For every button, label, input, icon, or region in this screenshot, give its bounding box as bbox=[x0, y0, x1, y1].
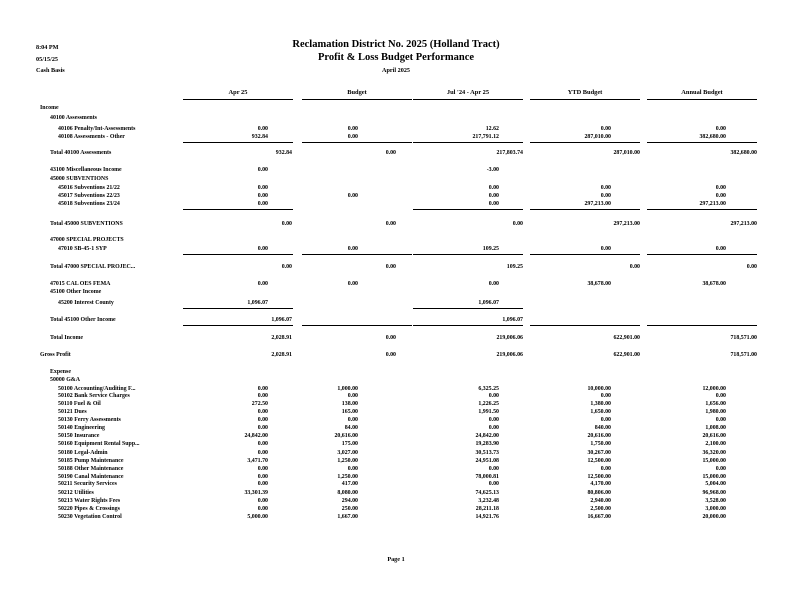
row-label: 45018 Subventions 23/24 bbox=[58, 201, 120, 207]
row-value: 1,750.00 bbox=[590, 441, 611, 447]
row-value: 1,250.00 bbox=[337, 458, 358, 464]
row-label: Total 47000 SPECIAL PROJEC... bbox=[50, 264, 136, 270]
row-value: 272.50 bbox=[251, 401, 268, 407]
row-value: 0.00 bbox=[347, 246, 358, 252]
row-value: 3,232.48 bbox=[478, 498, 499, 504]
row-value: 3,528.00 bbox=[705, 498, 726, 504]
row-label: 50190 Canal Maintenance bbox=[58, 474, 124, 480]
row-value: 1,667.00 bbox=[337, 514, 358, 520]
row-value: 2,940.00 bbox=[590, 498, 611, 504]
row-label: 47010 SB-45-1 SYP bbox=[58, 246, 107, 252]
row-value: 20,616.00 bbox=[587, 433, 611, 439]
row-value: 0.00 bbox=[257, 506, 268, 512]
row-label: 45100 Other Income bbox=[50, 289, 102, 295]
row-label: Total Income bbox=[50, 335, 83, 341]
subtotal-rule bbox=[530, 325, 640, 326]
row-value: 0.00 bbox=[257, 246, 268, 252]
report-row bbox=[0, 480, 792, 488]
row-value: 0.00 bbox=[257, 498, 268, 504]
row-value: 0.00 bbox=[385, 264, 396, 270]
row-value: 0.00 bbox=[347, 134, 358, 140]
subtotal-rule bbox=[530, 142, 640, 143]
row-label: 50100 Accounting/Auditing F... bbox=[58, 386, 136, 392]
row-value: 28,211.18 bbox=[475, 506, 499, 512]
row-value: 0.00 bbox=[257, 386, 268, 392]
report-row bbox=[0, 513, 792, 521]
subtotal-rule bbox=[183, 308, 293, 309]
row-value: 24,842.00 bbox=[244, 433, 268, 439]
report-row bbox=[0, 368, 792, 376]
row-label: 50160 Equipment Rental Supp... bbox=[58, 441, 140, 447]
row-label: 40108 Assessments - Other bbox=[58, 134, 125, 140]
row-value: 1,380.00 bbox=[590, 401, 611, 407]
report-row bbox=[0, 416, 792, 424]
report-row bbox=[0, 465, 792, 473]
row-value: 0.00 bbox=[257, 417, 268, 423]
row-value: 0.00 bbox=[488, 425, 499, 431]
row-value: 1,980.00 bbox=[705, 409, 726, 415]
row-label: 40100 Assessments bbox=[50, 115, 97, 121]
row-label: 50185 Pump Maintenance bbox=[58, 458, 124, 464]
row-value: 0.00 bbox=[257, 167, 268, 173]
report-row bbox=[0, 125, 792, 133]
report-row bbox=[0, 220, 792, 228]
row-value: 0.00 bbox=[488, 185, 499, 191]
subtotal-rule bbox=[413, 308, 523, 309]
subtotal-rule bbox=[302, 254, 412, 255]
report-row bbox=[0, 449, 792, 457]
row-value: 297,213.00 bbox=[584, 201, 611, 207]
row-value: 1,656.00 bbox=[705, 401, 726, 407]
report-row bbox=[0, 175, 792, 183]
row-label: Gross Profit bbox=[40, 352, 71, 358]
row-label: 50212 Utilities bbox=[58, 490, 94, 496]
report-row bbox=[0, 489, 792, 497]
report-row bbox=[0, 166, 792, 174]
row-label: 50121 Dues bbox=[58, 409, 87, 415]
row-value: 0.00 bbox=[715, 126, 726, 132]
row-value: 96,968.00 bbox=[702, 490, 726, 496]
subtotal-rule bbox=[647, 142, 757, 143]
row-value: 1,096.07 bbox=[271, 317, 292, 323]
row-label: 50230 Vegetation Control bbox=[58, 514, 122, 520]
row-value: 0.00 bbox=[347, 193, 358, 199]
report-row bbox=[0, 505, 792, 513]
report-row bbox=[0, 497, 792, 505]
row-value: 20,000.00 bbox=[702, 514, 726, 520]
row-value: 0.00 bbox=[257, 201, 268, 207]
row-value: 0.00 bbox=[629, 264, 640, 270]
row-value: 0.00 bbox=[715, 417, 726, 423]
row-label: 45016 Subventions 21/22 bbox=[58, 185, 120, 191]
row-value: 24,842.00 bbox=[475, 433, 499, 439]
row-value: 0.00 bbox=[600, 466, 611, 472]
subtotal-rule bbox=[183, 254, 293, 255]
row-value: 297,213.00 bbox=[730, 221, 757, 227]
report-row bbox=[0, 288, 792, 296]
row-value: 287,010.00 bbox=[613, 150, 640, 156]
row-value: 1,008.00 bbox=[705, 425, 726, 431]
row-value: 0.00 bbox=[257, 393, 268, 399]
row-value: 0.00 bbox=[600, 126, 611, 132]
row-value: 8,080.00 bbox=[337, 490, 358, 496]
row-value: 840.00 bbox=[594, 425, 611, 431]
row-value: 0.00 bbox=[600, 246, 611, 252]
row-value: 138.00 bbox=[341, 401, 358, 407]
row-value: 219,006.06 bbox=[496, 335, 523, 341]
row-value: 0.00 bbox=[488, 417, 499, 423]
row-value: 0.00 bbox=[715, 246, 726, 252]
row-value: 718,571.00 bbox=[730, 335, 757, 341]
report-row bbox=[0, 280, 792, 288]
row-value: 0.00 bbox=[257, 193, 268, 199]
row-label: 43100 Miscellaneous Income bbox=[50, 167, 122, 173]
report-date: 05/15/25 bbox=[36, 56, 59, 63]
row-label: 40106 Penalty/Int-Assessments bbox=[58, 126, 136, 132]
row-value: 0.00 bbox=[715, 193, 726, 199]
row-value: 0.00 bbox=[257, 466, 268, 472]
report-row bbox=[0, 408, 792, 416]
report-row bbox=[0, 457, 792, 465]
report-row bbox=[0, 149, 792, 157]
row-value: 0.00 bbox=[715, 185, 726, 191]
row-value: 382,680.00 bbox=[730, 150, 757, 156]
row-value: -3.00 bbox=[486, 167, 499, 173]
row-value: 3,027.00 bbox=[337, 450, 358, 456]
row-value: 78,000.81 bbox=[475, 474, 499, 480]
row-value: 12,000.00 bbox=[702, 386, 726, 392]
report-title: Profit & Loss Budget Performance bbox=[317, 52, 475, 63]
row-value: 80,806.00 bbox=[587, 490, 611, 496]
row-value: 0.00 bbox=[347, 126, 358, 132]
report-row bbox=[0, 245, 792, 253]
row-value: 5,004.00 bbox=[705, 481, 726, 487]
report-row bbox=[0, 440, 792, 448]
row-value: 0.00 bbox=[257, 126, 268, 132]
row-label: 50140 Engineering bbox=[58, 425, 105, 431]
row-value: 0.00 bbox=[257, 409, 268, 415]
row-value: 3,471.70 bbox=[247, 458, 268, 464]
report-row bbox=[0, 424, 792, 432]
report-row bbox=[0, 400, 792, 408]
row-value: 217,803.74 bbox=[496, 150, 523, 156]
row-label: 50211 Security Services bbox=[58, 481, 117, 487]
row-value: 0.00 bbox=[385, 150, 396, 156]
row-value: 84.00 bbox=[344, 425, 358, 431]
row-label: Total 45100 Other Income bbox=[50, 317, 116, 323]
subtotal-rule bbox=[183, 325, 293, 326]
row-value: 2,028.91 bbox=[271, 335, 292, 341]
report-row bbox=[0, 351, 792, 359]
subtotal-rule bbox=[413, 209, 523, 210]
row-value: 1,096.07 bbox=[478, 300, 499, 306]
row-value: 36,320.00 bbox=[702, 450, 726, 456]
row-value: 0.00 bbox=[385, 335, 396, 341]
row-value: 0.00 bbox=[512, 221, 523, 227]
row-value: 0.00 bbox=[257, 474, 268, 480]
row-value: 0.00 bbox=[600, 193, 611, 199]
row-value: 0.00 bbox=[257, 441, 268, 447]
row-value: 417.00 bbox=[341, 481, 358, 487]
row-label: 47000 SPECIAL PROJECTS bbox=[50, 237, 124, 243]
row-value: 175.00 bbox=[341, 441, 358, 447]
row-label: 50130 Ferry Assessments bbox=[58, 417, 121, 423]
row-value: 1,096.07 bbox=[502, 317, 523, 323]
row-value: 12.62 bbox=[485, 126, 499, 132]
row-value: 622,901.00 bbox=[613, 335, 640, 341]
column-header-apr25: Apr 25 bbox=[183, 89, 293, 100]
row-value: 109.25 bbox=[506, 264, 523, 270]
row-value: 382,680.00 bbox=[699, 134, 726, 140]
report-row bbox=[0, 236, 792, 244]
row-value: 0.00 bbox=[257, 450, 268, 456]
row-label: 50102 Bank Service Charges bbox=[58, 393, 130, 399]
subtotal-rule bbox=[302, 142, 412, 143]
row-value: 0.00 bbox=[347, 281, 358, 287]
row-value: 0.00 bbox=[488, 281, 499, 287]
row-value: 1,096.07 bbox=[247, 300, 268, 306]
row-value: 1,250.00 bbox=[337, 474, 358, 480]
row-value: 932.84 bbox=[275, 150, 292, 156]
row-value: 10,000.00 bbox=[587, 386, 611, 392]
row-value: 1,000.00 bbox=[337, 386, 358, 392]
subtotal-rule bbox=[647, 254, 757, 255]
row-value: 15,000.00 bbox=[702, 458, 726, 464]
row-value: 0.00 bbox=[257, 481, 268, 487]
row-value: 12,500.00 bbox=[587, 458, 611, 464]
row-value: 297,213.00 bbox=[699, 201, 726, 207]
row-value: 30,267.00 bbox=[587, 450, 611, 456]
row-value: 250.00 bbox=[341, 506, 358, 512]
row-value: 2,100.00 bbox=[705, 441, 726, 447]
row-value: 15,000.00 bbox=[702, 474, 726, 480]
subtotal-rule bbox=[530, 209, 640, 210]
report-row bbox=[0, 184, 792, 192]
row-label: 45000 SUBVENTIONS bbox=[50, 176, 109, 182]
report-row bbox=[0, 376, 792, 384]
report-row bbox=[0, 392, 792, 400]
row-value: 287,010.00 bbox=[584, 134, 611, 140]
report-time: 8:04 PM bbox=[36, 44, 59, 51]
row-value: 1,226.25 bbox=[478, 401, 499, 407]
row-label: 50180 Legal-Admin bbox=[58, 450, 108, 456]
report-row bbox=[0, 133, 792, 141]
row-label: 47015 CAL OES FEMA bbox=[50, 281, 111, 287]
row-label: Expense bbox=[50, 369, 71, 375]
row-label: 50000 G&A bbox=[50, 377, 80, 383]
row-value: 30,513.73 bbox=[475, 450, 499, 456]
row-value: 12,500.00 bbox=[587, 474, 611, 480]
report-period: April 2025 bbox=[381, 67, 411, 74]
row-value: 109.25 bbox=[482, 246, 499, 252]
row-value: 0.00 bbox=[715, 393, 726, 399]
subtotal-rule bbox=[413, 142, 523, 143]
row-value: 74,625.13 bbox=[475, 490, 499, 496]
row-value: 0.00 bbox=[600, 417, 611, 423]
page-number: Page 1 bbox=[387, 556, 405, 563]
subtotal-rule bbox=[413, 325, 523, 326]
subtotal-rule bbox=[647, 209, 757, 210]
row-value: 0.00 bbox=[281, 221, 292, 227]
row-value: 1,650.00 bbox=[590, 409, 611, 415]
column-header-budget: Budget bbox=[302, 89, 412, 100]
report-row bbox=[0, 334, 792, 342]
row-value: 0.00 bbox=[488, 466, 499, 472]
row-value: 0.00 bbox=[257, 281, 268, 287]
row-value: 219,006.06 bbox=[496, 352, 523, 358]
subtotal-rule bbox=[413, 254, 523, 255]
column-header-ytd-actual: Jul '24 - Apr 25 bbox=[413, 89, 523, 100]
row-value: 16,667.00 bbox=[587, 514, 611, 520]
row-value: 33,301.39 bbox=[244, 490, 268, 496]
row-value: 932.84 bbox=[251, 134, 268, 140]
subtotal-rule bbox=[302, 325, 412, 326]
row-value: 0.00 bbox=[488, 201, 499, 207]
row-value: 165.00 bbox=[341, 409, 358, 415]
row-value: 0.00 bbox=[488, 193, 499, 199]
row-label: 50188 Other Maintenance bbox=[58, 466, 124, 472]
report-row bbox=[0, 316, 792, 324]
row-value: 622,901.00 bbox=[613, 352, 640, 358]
row-value: 0.00 bbox=[488, 481, 499, 487]
row-value: 0.00 bbox=[600, 185, 611, 191]
row-value: 0.00 bbox=[347, 466, 358, 472]
report-row bbox=[0, 299, 792, 307]
row-label: Total 45000 SUBVENTIONS bbox=[50, 221, 123, 227]
row-value: 718,571.00 bbox=[730, 352, 757, 358]
subtotal-rule bbox=[530, 254, 640, 255]
row-label: 50150 Insurance bbox=[58, 433, 100, 439]
row-value: 38,678.00 bbox=[702, 281, 726, 287]
row-label: Income bbox=[40, 105, 59, 111]
row-value: 0.00 bbox=[600, 393, 611, 399]
row-value: 6,325.25 bbox=[478, 386, 499, 392]
row-label: 50220 Pipes & Crossings bbox=[58, 506, 120, 512]
row-value: 217,791.12 bbox=[472, 134, 499, 140]
column-header-ytd-budget: YTD Budget bbox=[530, 89, 640, 100]
row-value: 24,951.08 bbox=[475, 458, 499, 464]
row-value: 2,028.91 bbox=[271, 352, 292, 358]
row-label: 50110 Fuel & Oil bbox=[58, 401, 101, 407]
row-value: 0.00 bbox=[488, 393, 499, 399]
row-value: 38,678.00 bbox=[587, 281, 611, 287]
subtotal-rule bbox=[183, 142, 293, 143]
row-value: 20,616.00 bbox=[334, 433, 358, 439]
row-value: 19,283.90 bbox=[475, 441, 499, 447]
row-value: 0.00 bbox=[257, 185, 268, 191]
row-label: 45200 Interest County bbox=[58, 300, 114, 306]
row-value: 0.00 bbox=[281, 264, 292, 270]
report-row bbox=[0, 192, 792, 200]
row-value: 297,213.00 bbox=[613, 221, 640, 227]
report-row bbox=[0, 200, 792, 208]
row-label: Total 40100 Assessments bbox=[50, 150, 112, 156]
row-value: 0.00 bbox=[347, 417, 358, 423]
row-value: 294.00 bbox=[341, 498, 358, 504]
row-value: 0.00 bbox=[347, 393, 358, 399]
report-row bbox=[0, 263, 792, 271]
report-row bbox=[0, 432, 792, 440]
row-label: 45017 Subventions 22/23 bbox=[58, 193, 120, 199]
row-value: 0.00 bbox=[385, 221, 396, 227]
subtotal-rule bbox=[183, 209, 293, 210]
row-value: 1,991.50 bbox=[478, 409, 499, 415]
row-value: 20,616.00 bbox=[702, 433, 726, 439]
row-value: 0.00 bbox=[715, 466, 726, 472]
row-value: 3,000.00 bbox=[705, 506, 726, 512]
report-row bbox=[0, 104, 792, 112]
row-value: 2,500.00 bbox=[590, 506, 611, 512]
row-value: 0.00 bbox=[257, 425, 268, 431]
row-value: 0.00 bbox=[746, 264, 757, 270]
row-value: 14,921.76 bbox=[475, 514, 499, 520]
row-value: 5,000.00 bbox=[247, 514, 268, 520]
company-name: Reclamation District No. 2025 (Holland Tract) bbox=[292, 39, 500, 50]
report-basis: Cash Basis bbox=[36, 67, 65, 74]
row-label: 50213 Water Rights Fees bbox=[58, 498, 121, 504]
row-value: 0.00 bbox=[385, 352, 396, 358]
report-row bbox=[0, 114, 792, 122]
row-value: 4,170.00 bbox=[590, 481, 611, 487]
column-header-annual-budget: Annual Budget bbox=[647, 89, 757, 100]
subtotal-rule bbox=[647, 325, 757, 326]
